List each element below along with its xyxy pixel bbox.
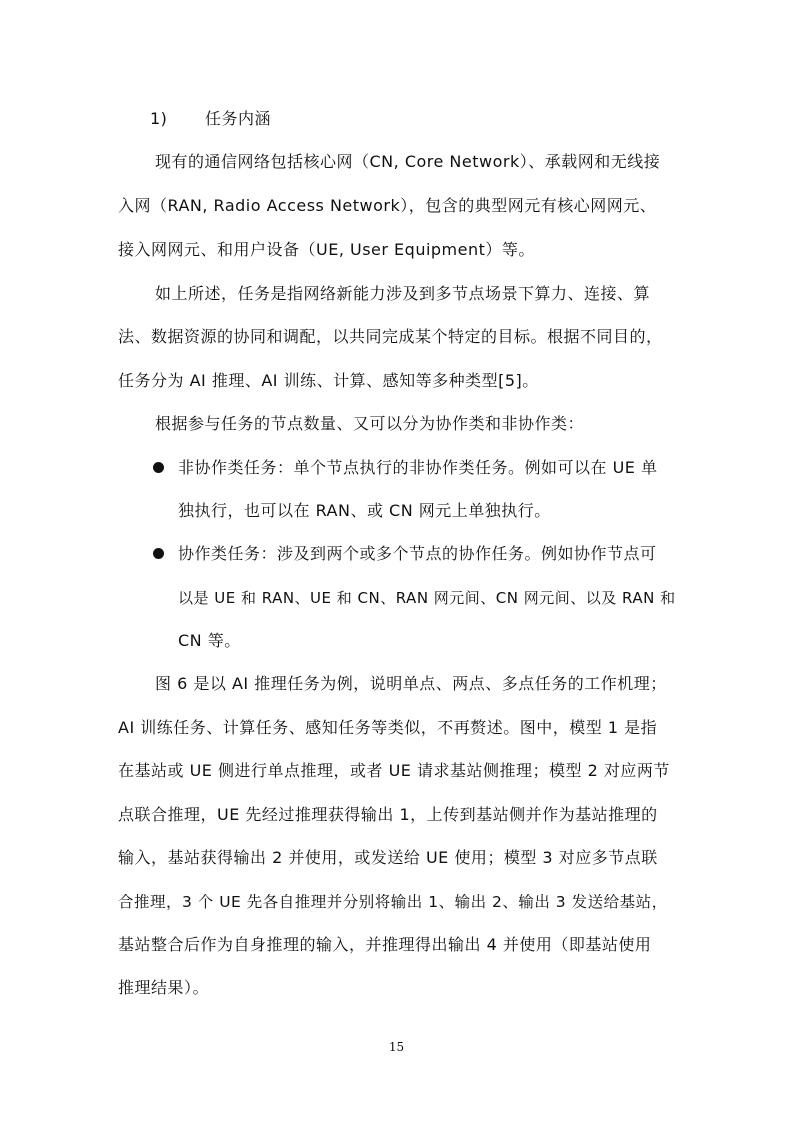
text-line: 点联合推理，UE 先经过推理获得输出 1，上传到基站侧并作为基站推理的	[118, 805, 658, 824]
bullet-dot-icon	[153, 548, 164, 559]
bullet-dot-icon	[153, 462, 164, 473]
text-line: 接入网网元、和用户设备（UE, User Equipment）等。	[118, 240, 535, 259]
bullet-text-line: 非协作类任务：单个节点执行的非协作类任务。例如可以在 UE 单	[178, 458, 658, 477]
text-line: 合推理，3 个 UE 先各自推理并分别将输出 1、输出 2、输出 3 发送给基站，	[118, 893, 668, 911]
heading-title: 任务内涵	[205, 109, 272, 128]
text-line: 在基站或 UE 侧进行单点推理，或者 UE 请求基站侧推理；模型 2 对应两节	[118, 761, 670, 780]
bullet-text-line: 协作类任务：涉及到两个或多个节点的协作任务。例如协作节点可	[178, 544, 657, 563]
text-line: 推理结果）。	[118, 978, 210, 997]
text-line: 图 6 是以 AI 推理任务为例，说明单点、两点、多点任务的工作机理；	[155, 674, 667, 693]
text-line: 法、数据资源的协同和调配，以共同完成某个特定的目标。根据不同目的，	[118, 327, 663, 346]
bullet-text-line: 独执行，也可以在 RAN、或 CN 网元上单独执行。	[178, 501, 551, 520]
text-line: 输入，基站获得输出 2 并使用，或发送给 UE 使用；模型 3 对应多节点联	[118, 848, 658, 867]
paragraph-task-classification: 根据参与任务的节点数量、又可以分为协作类和非协作类：	[155, 414, 585, 433]
text-line: 现有的通信网络包括核心网（CN, Core Network）、承载网和无线接	[155, 152, 661, 171]
text-line: 任务分为 AI 推理、AI 训练、计算、感知等多种类型[5]。	[118, 371, 539, 390]
page-number: 15	[388, 1040, 405, 1054]
text-line: 基站整合后作为自身推理的输入，并推理得出输出 4 并使用（即基站使用	[118, 935, 652, 954]
bullet-text-line: CN 等。	[178, 631, 241, 650]
bullet-text-line: 以是 UE 和 RAN、UE 和 CN、RAN 网元间、CN 网元间、以及 RAN 和	[178, 589, 676, 607]
text-line: 入网（RAN, Radio Access Network），包含的典型网元有核心网网元、	[118, 196, 657, 215]
text-line: 如上所述，任务是指网络新能力涉及到多节点场景下算力、连接、算	[155, 284, 651, 303]
text-line: AI 训练任务、计算任务、感知任务等类似，不再赘述。图中，模型 1 是指	[118, 718, 658, 737]
heading-number: 1)	[150, 109, 168, 128]
